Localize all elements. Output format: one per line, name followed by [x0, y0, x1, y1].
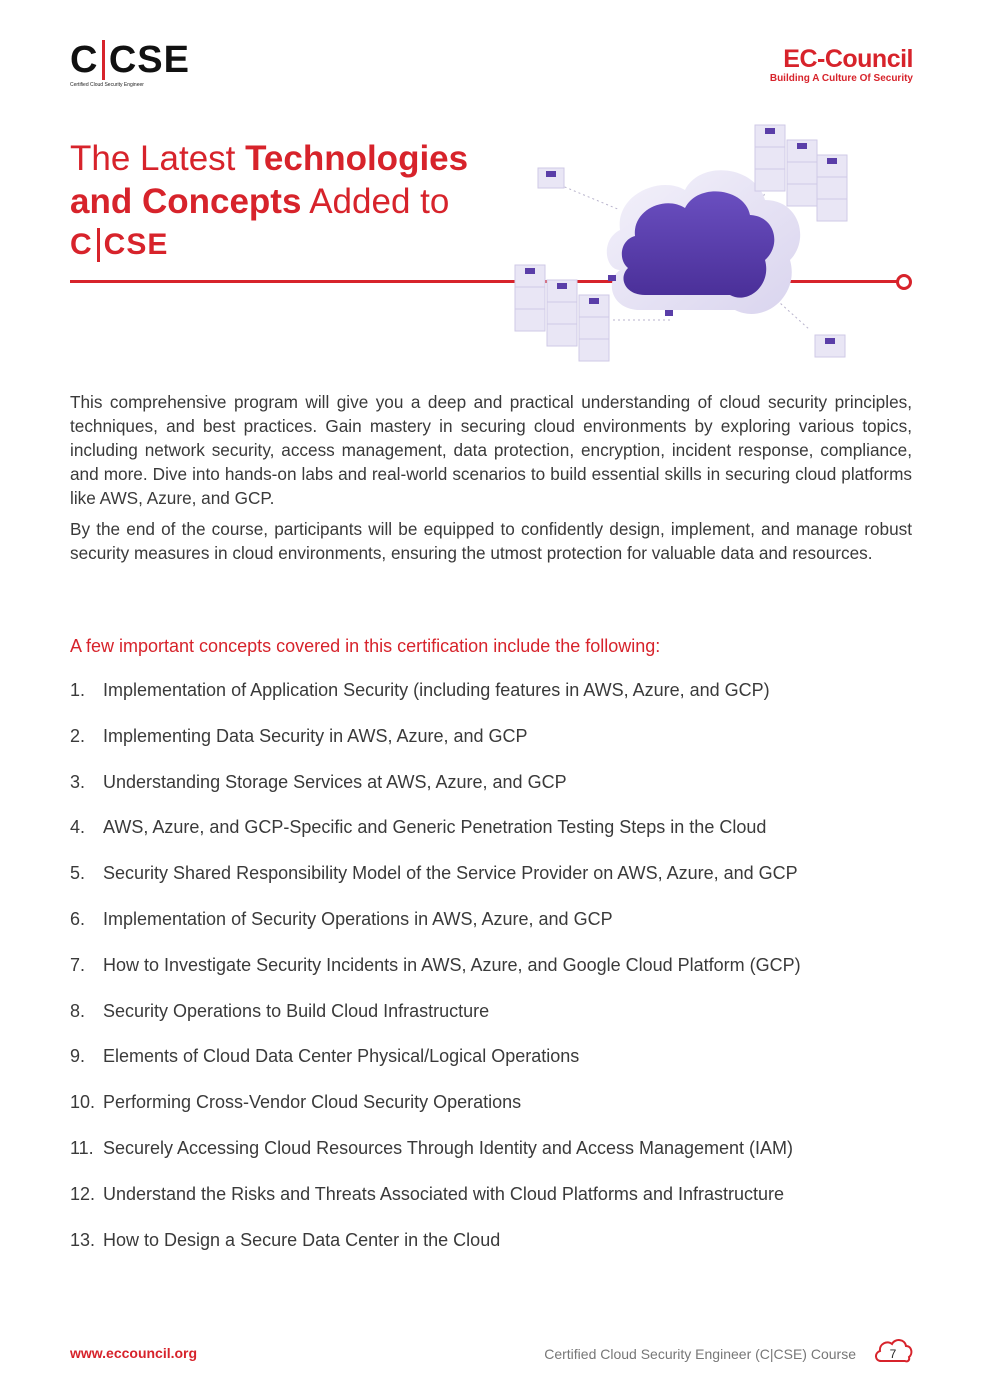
list-item-number: 11. [70, 1137, 94, 1158]
list-item [70, 817, 930, 863]
list-item-number: 9. [70, 1046, 86, 1067]
list-item-text: How to Design a Secure Data Center in the Cloud [103, 1229, 501, 1250]
ccse-logo-right: CSE [108, 39, 190, 81]
ec-council-logo [770, 46, 913, 85]
list-item [70, 772, 930, 818]
title-ccse-right: CSE [103, 228, 169, 261]
list-item-number: 12. [70, 1183, 96, 1204]
list-item-number: 6. [70, 908, 86, 929]
list-item [70, 863, 930, 909]
ccse-logo-divider [102, 40, 104, 80]
list-item-number: 2. [70, 725, 86, 746]
title-line1-bold: Technologies [245, 139, 469, 178]
list-item-number: 13. [70, 1229, 96, 1250]
list-item [70, 1092, 930, 1138]
list-item-text: Understand the Risks and Threats Associated with Cloud Platforms and Infrastructure [103, 1183, 785, 1204]
ec-council-name: EC-Council [783, 45, 913, 73]
list-item [70, 1230, 930, 1276]
list-item [70, 1046, 930, 1092]
list-item-number: 3. [70, 771, 86, 792]
footer-website-link[interactable]: www.eccouncil.org [70, 1345, 198, 1361]
title-ccse [70, 223, 510, 266]
list-item [70, 726, 930, 772]
title-line1-light: The Latest [70, 139, 246, 178]
cloud-page-number-icon [872, 1334, 914, 1366]
list-item-text: Implementation of Security Operations in AWS, Azure, and GCP [103, 908, 613, 929]
list-item-number: 8. [70, 1000, 86, 1021]
page-title [70, 137, 510, 266]
ccse-logo-left: C [70, 39, 99, 81]
title-ccse-left: C [70, 228, 93, 261]
concepts-list [70, 680, 930, 1275]
cloud-servers-illustration [510, 120, 920, 375]
concepts-heading: A few important concepts covered in this certification include the following: [70, 636, 661, 656]
list-item [70, 1138, 930, 1184]
ccse-logo-subtitle: Certified Cloud Security Engineer [70, 82, 144, 88]
cloud-shape [607, 170, 800, 314]
list-item-text: Security Shared Responsibility Model of the Service Provider on AWS, Azure, and GCP [103, 863, 798, 884]
list-item-text: Implementing Data Security in AWS, Azure, and GCP [103, 725, 528, 746]
ec-council-tagline: Building A Culture Of Security [769, 73, 913, 84]
list-item-text: Securely Accessing Cloud Resources Through Identity and Access Management (IAM) [103, 1137, 794, 1158]
list-item [70, 680, 930, 726]
list-item [70, 1001, 930, 1047]
outcome-paragraph: By the end of the course, participants will be equipped to confidently design, implement, and manage robust security measures in cloud environments, ensuring the utmost protection for valuable data and resources. [70, 519, 912, 563]
footer-course-title: Certified Cloud Security Engineer (C|CSE) Course [544, 1346, 856, 1362]
list-item-text: Security Operations to Build Cloud Infrastructure [103, 1000, 490, 1021]
list-item [70, 1184, 930, 1230]
page-number: 7 [889, 1347, 897, 1361]
title-ccse-divider [97, 228, 100, 262]
list-item-text: Elements of Cloud Data Center Physical/Logical Operations [103, 1046, 580, 1067]
intro-paragraph: This comprehensive program will give you a deep and practical understanding of cloud security principles, techniques, and best practices. Gain mastery in securing cloud environments by exploring various topics, including network security, access management, data protection, encryption, incident response, compliance, and more. Dive into hands-on labs and real-world scenarios to build essential skills in securing cloud platforms like AWS, Azure, and GCP. [70, 392, 912, 508]
list-item-number: 7. [70, 954, 86, 975]
title-line2-bold: and Concepts [70, 182, 302, 221]
list-item [70, 955, 930, 1001]
list-item-text: Understanding Storage Services at AWS, Azure, and GCP [103, 771, 567, 792]
list-item [70, 909, 930, 955]
list-item-text: AWS, Azure, and GCP-Specific and Generic Penetration Testing Steps in the Cloud [103, 817, 767, 838]
title-line2-light: Added to [301, 182, 450, 221]
list-item-text: Performing Cross-Vendor Cloud Security Operations [103, 1092, 522, 1113]
list-item-number: 1. [70, 680, 86, 700]
list-item-text: Implementation of Application Security (including features in AWS, Azure, and GCP) [103, 680, 770, 700]
list-item-number: 10. [70, 1092, 96, 1113]
ccse-logo [70, 40, 190, 92]
list-item-number: 5. [70, 863, 86, 884]
list-item-text: How to Investigate Security Incidents in AWS, Azure, and Google Cloud Platform (GCP) [103, 954, 801, 975]
list-item-number: 4. [70, 817, 86, 838]
